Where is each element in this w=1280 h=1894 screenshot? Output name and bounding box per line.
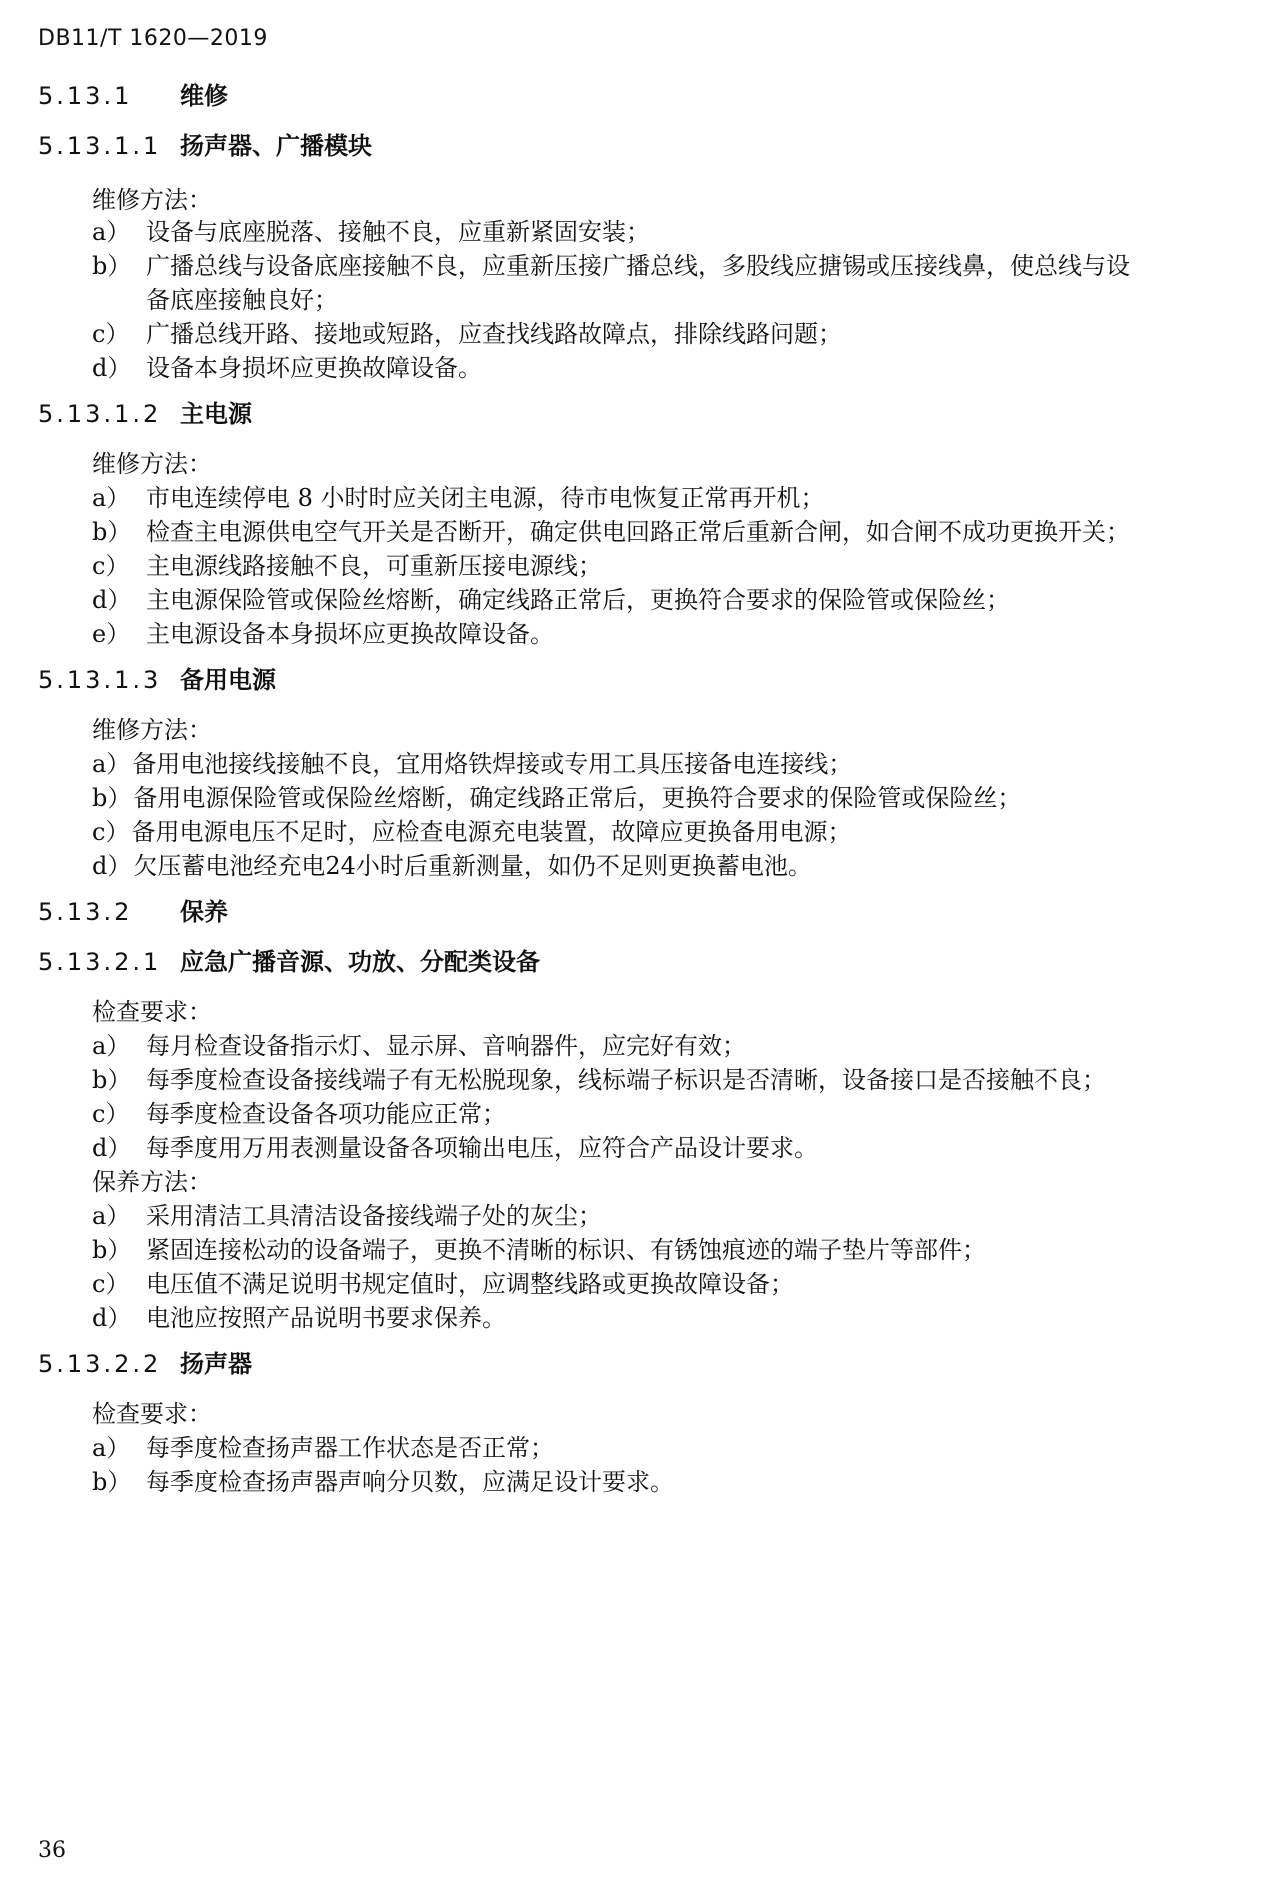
list-text: 备用电源保险管或保险丝熔断，确定线路正常后，更换符合要求的保险管或保险丝； (133, 784, 1022, 812)
section-title: 扬声器、广播模块 (180, 132, 372, 160)
list-text: 紧固连接松动的设备端子，更换不清晰的标识、有锈蚀痕迹的端子垫片等部件； (146, 1236, 986, 1264)
section-title: 备用电源 (180, 666, 276, 694)
list-label: c） (92, 320, 130, 348)
list-text: 每季度检查设备各项功能应正常； (146, 1100, 506, 1128)
list-item (92, 1060, 1106, 1095)
list-label: b） (92, 1468, 132, 1496)
document-id: DB11/T 1620—2019 (38, 26, 268, 51)
list-text: 每月检查设备指示灯、显示屏、音响器件，应完好有效； (146, 1032, 746, 1060)
list-text: 主电源保险管或保险丝熔断，确定线路正常后，更换符合要求的保险管或保险丝； (146, 586, 1010, 614)
section-number: 5.13.1.2 (38, 400, 162, 428)
check-intro: 检查要求： (92, 1400, 212, 1428)
list-text: 每季度检查扬声器工作状态是否正常； (146, 1434, 554, 1462)
list-label: a） (92, 750, 131, 778)
list-text: 每季度检查设备接线端子有无松脱现象，线标端子标识是否清晰，设备接口是否接触不良； (146, 1066, 1106, 1094)
list-label: d） (92, 1134, 132, 1162)
list-item (92, 512, 1130, 547)
section-number: 5.13.1.1 (38, 132, 162, 160)
list-label: b） (92, 252, 132, 280)
list-text: 设备与底座脱落、接触不良，应重新紧固安装； (146, 218, 650, 246)
list-text: 主电源线路接触不良，可重新压接电源线； (146, 552, 602, 580)
list-label: a） (92, 1032, 131, 1060)
method-intro: 维修方法： (92, 716, 212, 744)
list-text: 主电源设备本身损坏应更换故障设备。 (146, 620, 554, 648)
section-heading-5-13-1-3 (38, 660, 276, 695)
list-label: c） (92, 1100, 130, 1128)
list-label: c） (92, 1270, 130, 1298)
list-text: 欠压蓄电池经充电24小时后重新测量，如仍不足则更换蓄电池。 (133, 852, 812, 880)
list-text: 检查主电源供电空气开关是否断开，确定供电回路正常后重新合闸，如合闸不成功更换开关； (146, 518, 1130, 546)
list-text: 电池应按照产品说明书要求保养。 (146, 1304, 506, 1332)
section-number: 5.13.2.2 (38, 1350, 162, 1378)
list-label: a） (92, 1202, 131, 1230)
list-item (92, 614, 554, 649)
section-title: 维修 (180, 82, 228, 110)
list-item (92, 1230, 986, 1265)
list-label: c） (92, 552, 130, 580)
list-text: 广播总线开路、接地或短路，应查找线路故障点，排除线路问题； (146, 320, 842, 348)
section-number: 5.13.2.1 (38, 948, 162, 976)
list-label: e） (92, 620, 131, 648)
list-item (92, 1428, 554, 1463)
list-label: d） (92, 852, 132, 880)
list-text: 每季度用万用表测量设备各项输出电压，应符合产品设计要求。 (146, 1134, 818, 1162)
list-label: d） (92, 1304, 132, 1332)
list-label: c） (92, 818, 130, 846)
list-label: b） (92, 1066, 132, 1094)
list-item (92, 846, 812, 881)
list-text: 采用清洁工具清洁设备接线端子处的灰尘； (146, 1202, 602, 1230)
list-item (92, 1462, 674, 1497)
list-text: 设备本身损坏应更换故障设备。 (146, 354, 482, 382)
list-item (92, 744, 852, 779)
list-item (92, 778, 1021, 813)
section-heading-5-13-2-1 (38, 942, 540, 977)
list-item (92, 546, 602, 581)
list-label: a） (92, 218, 131, 246)
section-title: 应急广播音源、功放、分配类设备 (180, 948, 540, 976)
page-number: 36 (38, 1838, 66, 1863)
list-item (92, 1298, 506, 1333)
list-text: 市电连续停电 8 小时时应关闭主电源，待市电恢复正常再开机； (146, 484, 825, 512)
method-intro: 维修方法： (92, 450, 212, 478)
section-heading-5-13-2-2 (38, 1344, 252, 1379)
list-label: a） (92, 1434, 131, 1462)
list-item (92, 246, 1130, 281)
list-item (92, 1264, 794, 1299)
section-heading-5-13-1-1 (38, 126, 372, 161)
maintenance-intro: 保养方法： (92, 1168, 212, 1196)
list-text: 电压值不满足说明书规定值时，应调整线路或更换故障设备； (146, 1270, 794, 1298)
section-title: 保养 (180, 898, 228, 926)
list-text: 每季度检查扬声器声响分贝数，应满足设计要求。 (146, 1468, 674, 1496)
list-item (92, 580, 1010, 615)
list-text: 广播总线与设备底座接触不良，应重新压接广播总线，多股线应搪锡或压接线鼻，使总线与设 (146, 252, 1130, 280)
list-item (92, 1026, 746, 1061)
section-number: 5.13.1 (38, 82, 133, 110)
list-text-continuation: 备底座接触良好； (146, 286, 338, 314)
list-label: b） (92, 784, 132, 812)
list-label: d） (92, 586, 132, 614)
list-label: b） (92, 1236, 132, 1264)
list-item (92, 812, 851, 847)
list-item (92, 1196, 602, 1231)
list-item (92, 348, 482, 383)
section-title: 主电源 (180, 400, 252, 428)
list-label: b） (92, 518, 132, 546)
list-label: d） (92, 354, 132, 382)
check-intro: 检查要求： (92, 998, 212, 1026)
list-item (92, 1128, 818, 1163)
section-number: 5.13.1.3 (38, 666, 162, 694)
section-title: 扬声器 (180, 1350, 252, 1378)
list-text: 备用电池接线接触不良，宜用烙铁焊接或专用工具压接备电连接线； (132, 750, 853, 778)
section-number: 5.13.2 (38, 898, 133, 926)
section-heading-5-13-2 (38, 892, 228, 927)
list-text: 备用电源电压不足时，应检查电源充电装置，故障应更换备用电源； (131, 818, 852, 846)
list-label: a） (92, 484, 131, 512)
list-item (92, 314, 842, 349)
list-item (92, 212, 650, 247)
section-heading-5-13-1-2 (38, 394, 252, 429)
list-item (92, 1094, 506, 1129)
section-heading-5-13-1 (38, 76, 228, 111)
list-item (92, 478, 825, 513)
method-intro: 维修方法： (92, 186, 212, 214)
